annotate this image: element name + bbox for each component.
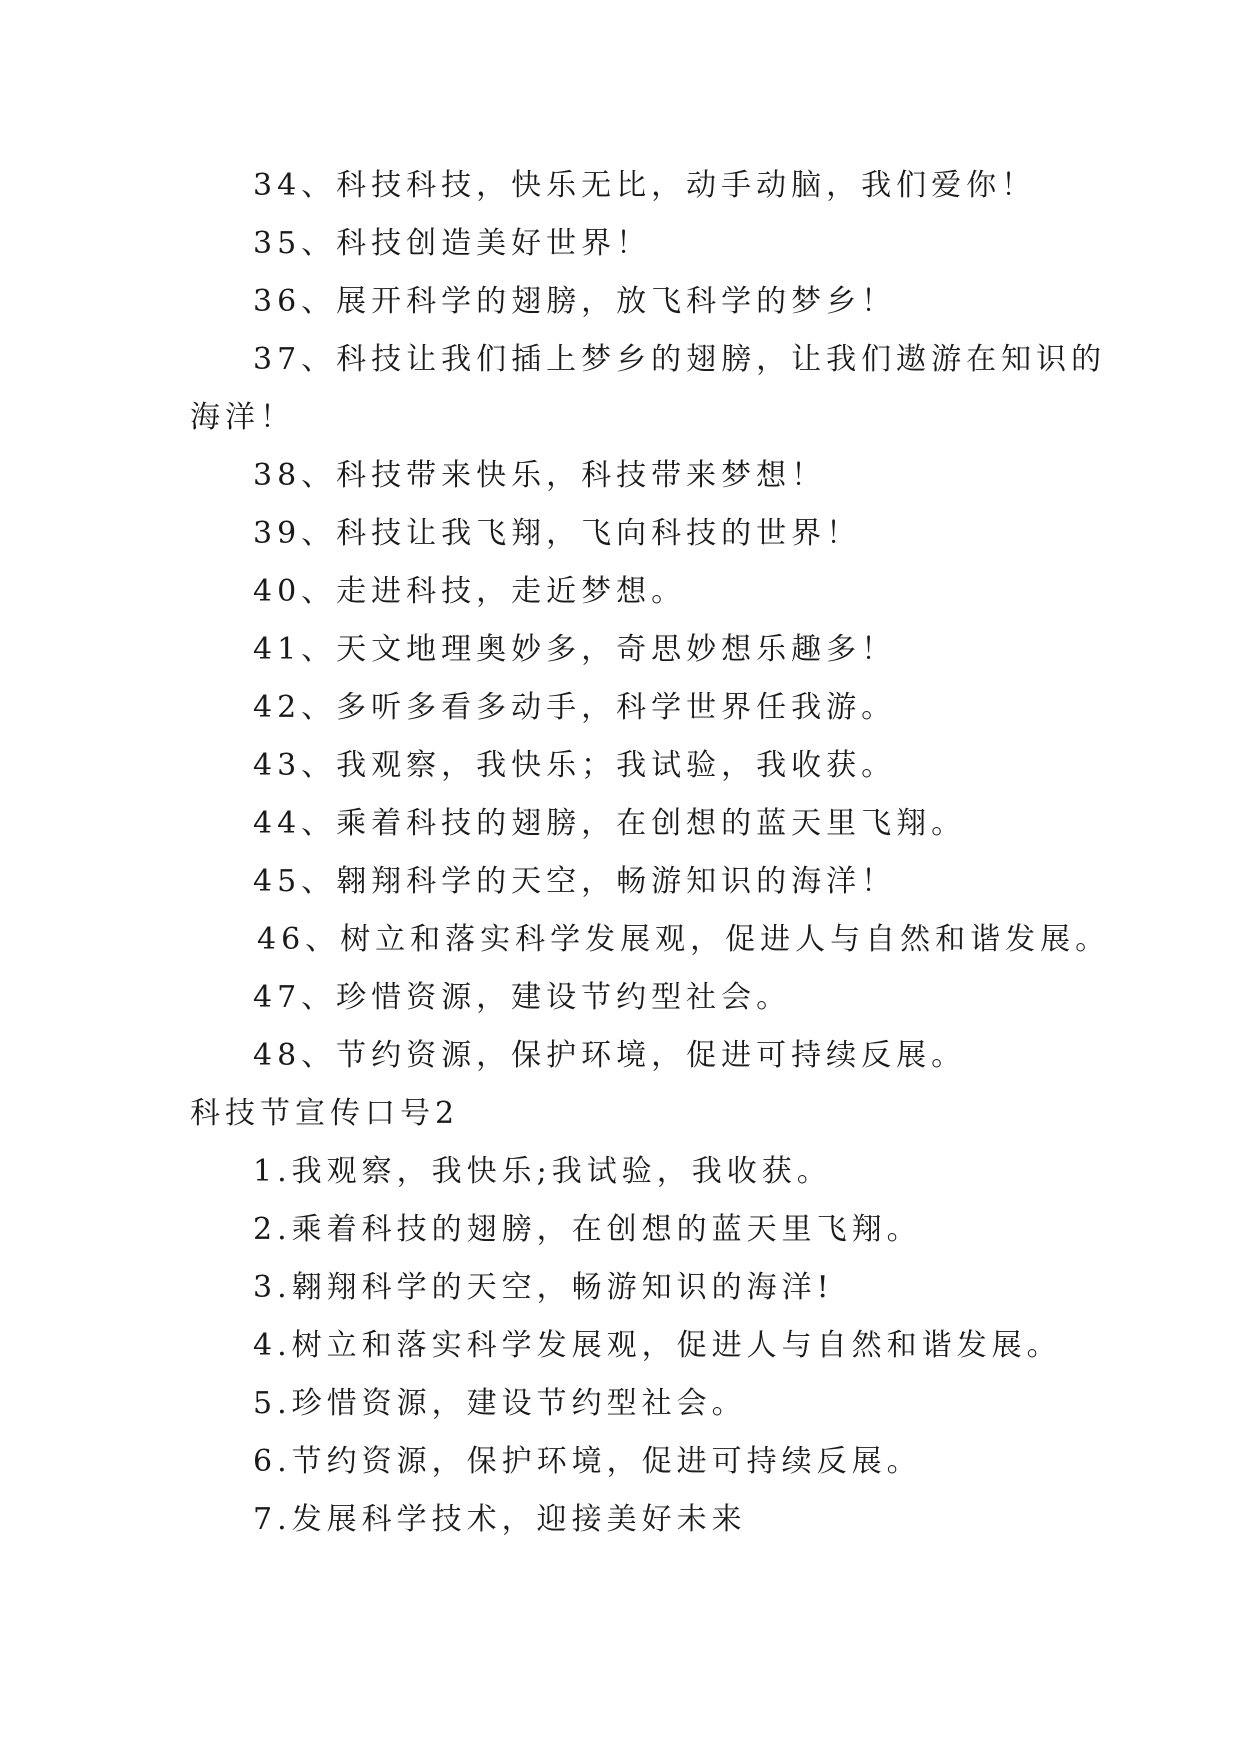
slogan-line-4: 4.树立和落实科学发展观，促进人与自然和谐发展。 [253,1328,1062,1363]
slogan-line-34: 34、科技科技，快乐无比，动手动脑，我们爱你！ [253,168,1037,203]
slogan-line-45: 45、翱翔科学的天空，畅游知识的海洋！ [253,864,897,899]
slogan-line-42: 42、多听多看多动手，科学世界任我游。 [253,690,897,725]
slogan-line-37-continued: 海洋！ [190,400,295,435]
slogan-line-39: 39、科技让我飞翔，飞向科技的世界！ [253,516,862,551]
slogan-line-2: 2.乘着科技的翅膀，在创想的蓝天里飞翔。 [253,1212,922,1247]
slogan-line-47: 47、珍惜资源，建设节约型社会。 [253,980,792,1015]
slogan-line-41: 41、天文地理奥妙多，奇思妙想乐趣多！ [253,632,897,667]
slogan-line-37: 37、科技让我们插上梦乡的翅膀，让我们遨游在知识的 [253,342,1107,377]
slogan-line-38: 38、科技带来快乐，科技带来梦想！ [253,458,827,493]
slogan-line-1: 1.我观察，我快乐;我试验，我收获。 [253,1154,832,1189]
slogan-line-3: 3.翱翔科学的天空，畅游知识的海洋! [253,1270,834,1305]
slogan-line-48: 48、节约资源，保护环境，促进可持续反展。 [253,1038,967,1073]
slogan-line-5: 5.珍惜资源，建设节约型社会。 [253,1386,747,1421]
slogan-line-43: 43、我观察，我快乐；我试验，我收获。 [253,748,897,783]
slogan-line-46: 46、树立和落实科学发展观，促进人与自然和谐发展。 [257,922,1111,957]
slogan-line-7: 7.发展科学技术，迎接美好未来 [253,1502,747,1537]
slogan-line-44: 44、乘着科技的翅膀，在创想的蓝天里飞翔。 [253,806,967,841]
slogan-line-36: 36、展开科学的翅膀，放飞科学的梦乡！ [253,284,897,319]
section-heading: 科技节宣传口号2 [190,1096,460,1131]
slogan-line-6: 6.节约资源，保护环境，促进可持续反展。 [253,1444,922,1479]
slogan-line-40: 40、走进科技，走近梦想。 [253,574,687,609]
slogan-line-35: 35、科技创造美好世界！ [253,226,652,261]
